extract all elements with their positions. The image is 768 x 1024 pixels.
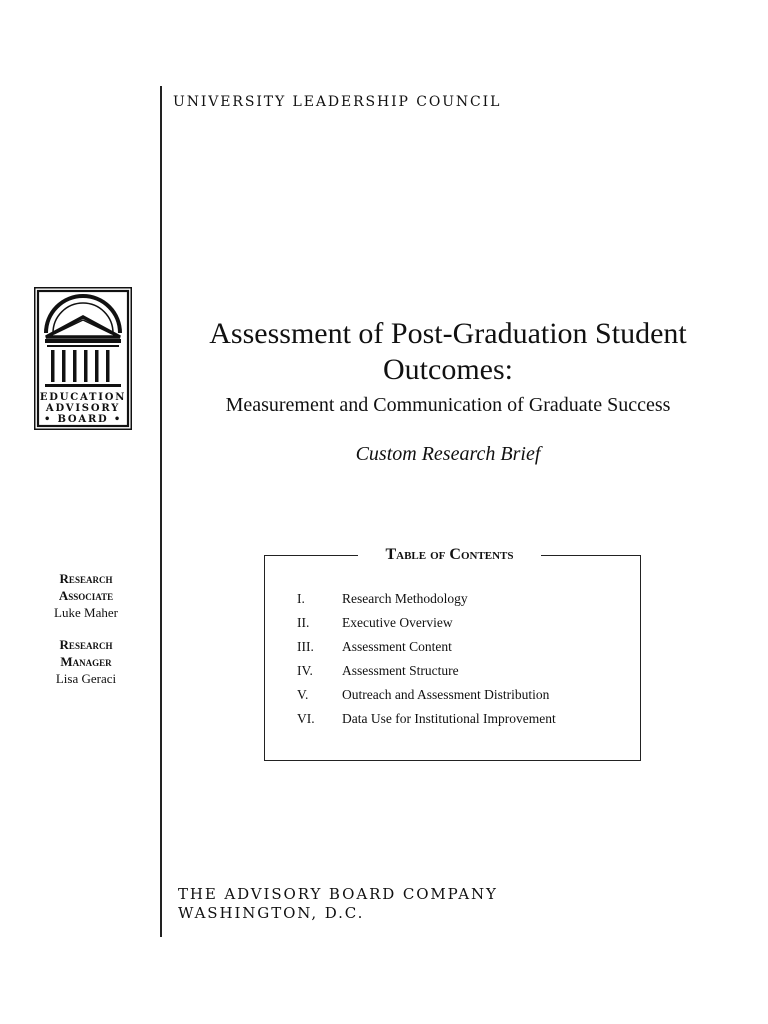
- toc-number: I.: [297, 591, 305, 606]
- document-subtitle: Measurement and Communication of Graduate Success: [225, 394, 671, 416]
- toc-item[interactable]: [297, 683, 556, 707]
- title-line-1: Assessment of Post-Graduation Student: [209, 317, 687, 350]
- logo-text-board: • BOARD •: [43, 414, 123, 425]
- company-block: [178, 885, 498, 923]
- toc-number: II.: [297, 615, 310, 630]
- toc-list: [297, 587, 556, 731]
- company-name: THE ADVISORY BOARD COMPANY: [178, 885, 498, 903]
- role-line: Manager: [60, 654, 112, 669]
- staff-name: Lisa Geraci: [55, 671, 117, 686]
- toc-item[interactable]: [297, 707, 556, 731]
- staff-name: Luke Maher: [54, 605, 118, 620]
- title-line-2: Outcomes:: [383, 353, 513, 386]
- role-line: Research: [59, 571, 113, 586]
- toc-item[interactable]: [297, 635, 556, 659]
- document-title: [172, 316, 724, 388]
- toc-item[interactable]: [297, 587, 556, 611]
- toc-label: Research Methodology: [342, 591, 468, 606]
- role-line: Associate: [58, 588, 114, 603]
- research-associate-block: [30, 570, 142, 621]
- toc-label: Data Use for Institutional Improvement: [342, 711, 556, 726]
- toc-label: Assessment Structure: [342, 663, 459, 678]
- vertical-rule: [160, 86, 162, 937]
- toc-label: Executive Overview: [342, 615, 453, 630]
- toc-number: III.: [297, 639, 314, 654]
- toc-number: VI.: [297, 711, 315, 726]
- toc-label: Outreach and Assessment Distribution: [342, 687, 550, 702]
- company-city: WASHINGTON, D.C.: [178, 904, 365, 922]
- toc-label: Assessment Content: [342, 639, 452, 654]
- council-name: UNIVERSITY LEADERSHIP COUNCIL: [173, 94, 502, 110]
- role-line: Research: [59, 637, 113, 652]
- logo-text-advisory: ADVISORY: [45, 403, 121, 414]
- toc-item[interactable]: [297, 659, 556, 683]
- toc-number: IV.: [297, 663, 313, 678]
- toc-heading: Table of Contents: [358, 545, 541, 565]
- brief-type: Custom Research Brief: [355, 443, 541, 465]
- logo-text-education: EDUCATION: [39, 392, 127, 403]
- toc-number: V.: [297, 687, 309, 702]
- toc-item[interactable]: [297, 611, 556, 635]
- research-manager-block: [30, 636, 142, 687]
